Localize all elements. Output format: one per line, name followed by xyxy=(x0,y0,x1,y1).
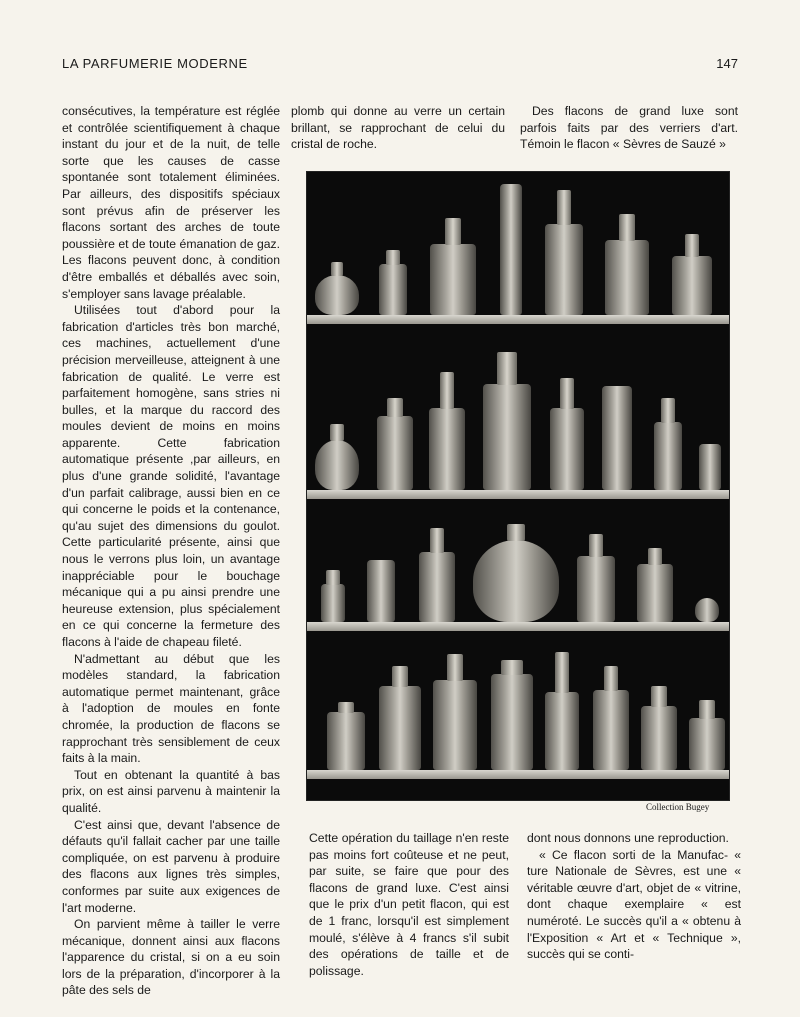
bottle xyxy=(491,674,533,770)
bottle xyxy=(672,256,712,315)
bottle-neck xyxy=(386,250,400,265)
bottle-neck xyxy=(685,234,699,257)
bottle xyxy=(545,224,583,315)
bottle-neck xyxy=(392,666,408,687)
bottle xyxy=(545,692,579,770)
bottle-neck xyxy=(604,666,618,691)
bottle xyxy=(602,386,632,490)
paragraph: N'admettant au début que les modèles standard, la fabrication automatique permet maintenant, grâce à l'adoption de moules en fonte chromée, la production de flacons se rapprochant très sensiblement de ceux faits à la main. xyxy=(62,651,280,766)
bottle xyxy=(379,686,421,770)
bottle xyxy=(379,264,407,315)
bottle-neck xyxy=(326,570,340,585)
bottle-neck xyxy=(651,686,667,707)
bottle-neck xyxy=(557,190,571,225)
text-column-left xyxy=(62,103,280,999)
bottle xyxy=(699,444,721,490)
bottle-neck xyxy=(661,398,675,423)
bottle-neck xyxy=(330,424,344,441)
photo-credit: Collection Bugey xyxy=(646,802,710,812)
paragraph: Tout en obtenant la quantité à bas prix, on est ainsi parvenu à maintenir la qualité. xyxy=(62,767,280,815)
bottle xyxy=(689,718,725,770)
bottle-neck xyxy=(497,352,517,385)
running-header xyxy=(62,56,738,72)
shelf xyxy=(307,770,729,779)
paragraph: dont nous donnons une reproduction. xyxy=(527,831,729,845)
bottle xyxy=(430,244,476,315)
bottle xyxy=(315,440,359,490)
paragraph: On parvient même à tailler le verre mécanique, donnent ainsi aux flacons l'apparence du cristal, si on a eu soin lors de la préparation, d'incorporer à la pâte des sels de xyxy=(62,917,280,998)
bottle xyxy=(327,712,365,770)
bottle-neck xyxy=(445,218,461,245)
paragraph: plomb qui donne au verre un certain brillant, se rapprochant de celui du cristal de roche. xyxy=(291,104,505,152)
bottle-neck xyxy=(387,398,403,417)
shelf xyxy=(307,315,729,324)
bottle-neck xyxy=(447,654,463,681)
bottle xyxy=(419,552,455,622)
text-column-right-bottom xyxy=(527,830,741,963)
bottle-neck xyxy=(648,548,662,565)
bottle xyxy=(367,560,395,622)
bottle xyxy=(500,184,522,315)
bottle xyxy=(433,680,477,770)
bottle-neck xyxy=(501,660,523,675)
paragraph: Cette opération du taillage n'en reste pas moins fort coûteuse et ne peut, par suite, se faire que pour des flacons de grand luxe. C'est ainsi que le prix d'un petit flacon, qui est de 1 franc, lorsqu'il est simplement moulé, s'élève à 4 francs s'il subit des opérations de taille et de polissage. xyxy=(309,831,509,978)
shelf xyxy=(307,622,729,631)
journal-title: LA PARFUMERIE MODERNE xyxy=(62,56,248,71)
bottle xyxy=(550,408,584,490)
text-column-right-top xyxy=(520,103,738,153)
bottle-neck xyxy=(338,702,354,713)
bottle-neck xyxy=(619,214,635,241)
paragraph: Utilisées tout d'abord pour la fabrication d'articles très bon marché, ces machines, actuellement d'une précision merveilleuse, atteignent à une fabrication de qualité. Le verre est parfaitement homogène, sans stries ni bulles, et la marque du raccord des moules devient de moins en moins apparente. Cette fabrication automatique présente ,par ailleurs, en plus d'une grande solidité, l'avantage d'un parfait calibrage, aussi bien en ce qui concerne le poids et la contenance, qu'au sujet des dimensions du goulot. Cette particularité présente, ainsi que nous le verrons plus loin, un avantage inappréciable pour le bouchage mécanique qui a pu ainsi prendre une heureuse extension, plus spécialement en ce qui concerne la fermeture des flacons à l'aide de chapeau fileté. xyxy=(62,303,280,649)
bottle xyxy=(321,584,345,622)
paragraph: consécutives, la température est réglée et contrôlée scientifiquement à chaque instant du jour et de la nuit, de telle sorte que les causes de casse spontanée sont totalement éliminées. Par ailleurs, des dispositifs spéciaux sont prévus afin de préserver les flacons sortant des arches de toute poussière et de toute émanation de gaz. Les flacons peuvent donc, à condition d'être emballés et déballés avec soin, s'employer sans lavage préalable. xyxy=(62,104,280,301)
bottle-neck xyxy=(699,700,715,719)
page-number: 147 xyxy=(716,56,738,71)
bottle-neck xyxy=(430,528,444,553)
shelf xyxy=(307,490,729,499)
bottle xyxy=(695,598,719,622)
bottle-neck xyxy=(507,524,525,541)
quotation: « Ce flacon sorti de la Manufac- « ture Nationale de Sèvres, est une « véritable œuvre d'art, objet de « vitrine, dont chaque exemplaire « est numéroté. Le succès qu'il a « obtenu à l'Exposition « Art et « Technique », succès qui se conti- xyxy=(527,847,741,962)
bottle xyxy=(315,275,359,315)
bottle-neck xyxy=(331,262,343,276)
bottle xyxy=(429,408,465,490)
text-column-middle-bottom xyxy=(309,830,509,979)
bottle-neck xyxy=(440,372,454,409)
bottle xyxy=(577,556,615,622)
bottle-neck xyxy=(555,652,569,693)
bottle xyxy=(654,422,682,490)
bottle xyxy=(637,564,673,622)
bottle-neck xyxy=(589,534,603,557)
text-column-middle-top xyxy=(291,103,505,153)
bottle xyxy=(377,416,413,490)
paragraph: C'est ainsi que, devant l'absence de défauts qu'il fallait cacher par une taille compliquée, on est parvenu à produire des flacons aux lignes très simples, conformes par suite aux exigences de l'art moderne. xyxy=(62,817,280,915)
bottle-neck xyxy=(560,378,574,409)
bottles-photograph xyxy=(306,171,730,801)
bottle xyxy=(605,240,649,315)
bottle xyxy=(473,540,559,622)
paragraph: Des flacons de grand luxe sont parfois faits par des verriers d'art. Témoin le flacon « Sèvres de Sauzé » xyxy=(520,104,738,152)
bottle xyxy=(641,706,677,770)
bottle xyxy=(483,384,531,490)
bottle xyxy=(593,690,629,770)
